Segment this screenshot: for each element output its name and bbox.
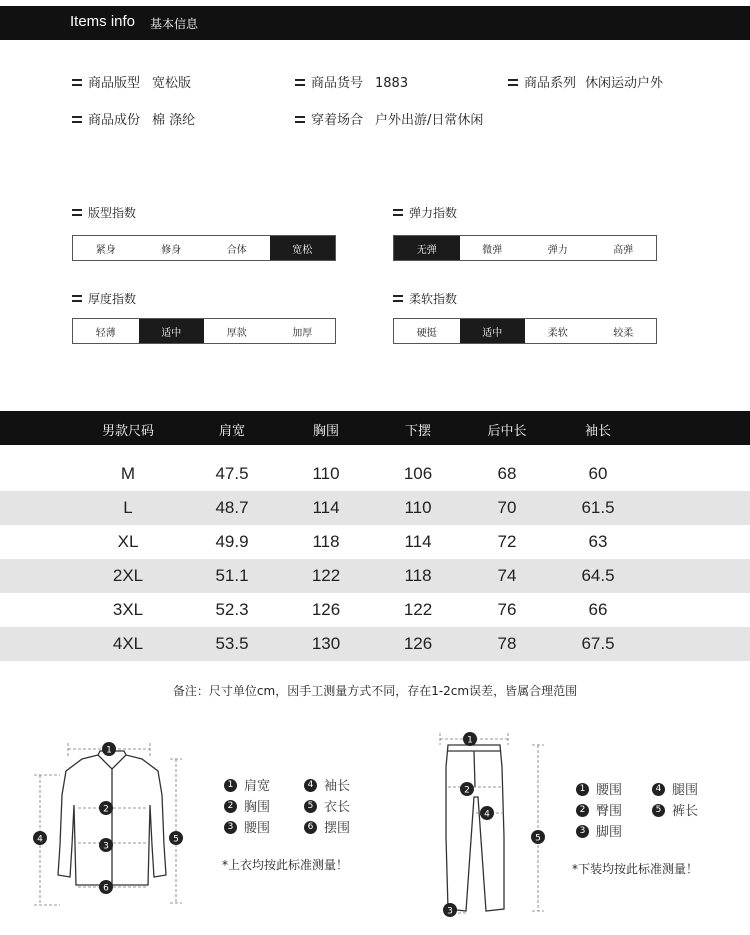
legend-label: 臀围 [596,804,623,819]
index-option: 厚款 [226,327,247,339]
index-option: 较柔 [613,327,634,339]
size-label-cell: L [123,498,133,517]
index-option: 弹力 [547,244,568,256]
size-value-cell: 51.1 [215,566,249,585]
pants-legend-item [576,800,622,819]
size-value-cell: 122 [403,600,433,619]
info-label: 商品成份 [88,113,141,128]
size-header-cell: 胸围 [312,424,340,439]
fit-index-scale [72,235,336,261]
size-label-cell: 2XL [112,566,144,585]
table-row [0,525,750,559]
legend-number-badge: 2 [224,800,237,813]
thickness-index-title [72,290,136,307]
legend-label: 肩宽 [244,779,271,794]
index-option: 柔软 [547,327,568,339]
size-header-cell: 袖长 [584,424,612,439]
thickness-index-scale [72,318,336,344]
info-item-material [72,109,195,128]
index-option: 适中 [460,319,526,343]
info-item-series [508,72,663,91]
equals-icon [508,79,518,86]
equals-icon [295,79,305,86]
size-value-cell: 47.5 [215,464,249,483]
table-row [0,491,750,525]
legend-number-badge: 1 [224,779,237,792]
size-note: 备注：尺寸单位cm，因手工测量方式不同，存在1-2cm误差，皆属合理范围 [172,684,578,698]
legend-number-badge: 3 [224,821,237,834]
info-value: 休闲运动户外 [585,76,664,91]
index-option: 合体 [226,244,247,256]
legend-number-badge: 4 [304,779,317,792]
size-value-cell: 67.5 [581,634,615,653]
equals-icon [72,116,82,123]
legend-label: 胸围 [244,800,271,815]
size-value-cell: 61.5 [581,498,615,517]
size-value-cell: 60 [588,464,608,483]
index-option: 适中 [139,319,205,343]
pants-marker-3: 3 [447,906,453,917]
size-label-cell: XL [117,532,139,551]
legend-label: 袖长 [324,779,351,794]
pants-marker-4: 4 [484,809,490,820]
legend-number-badge: 4 [652,783,665,796]
equals-icon [295,116,305,123]
shirt-marker-4: 4 [37,834,43,845]
legend-label: 腰围 [244,821,271,836]
shirt-marker-6: 6 [103,883,109,894]
size-value-cell: 114 [404,532,432,551]
info-value: 户外出游/日常休闲 [375,113,484,128]
info-value: 宽松版 [152,76,192,91]
size-label-cell: M [120,464,136,483]
size-value-cell: 52.3 [215,600,249,619]
pants-legend-item [652,779,698,798]
pants-legend-item [576,779,622,798]
info-item-occasion [295,109,483,128]
index-option: 修身 [161,244,182,256]
size-value-cell: 72 [497,532,517,551]
elastic-index-scale [393,235,657,261]
pants-measure-note: *下装均按此标准测量！ [572,862,699,876]
shirt-marker-3: 3 [103,841,109,852]
equals-icon [72,79,82,86]
legend-number-badge: 1 [576,783,589,796]
index-option: 轻薄 [95,327,116,339]
size-value-cell: 130 [311,634,341,653]
info-label: 商品货号 [311,76,364,91]
size-value-cell: 76 [497,600,517,619]
equals-icon [72,209,82,216]
legend-number-badge: 2 [576,804,589,817]
top-legend-item [224,796,270,815]
elastic-index-title [393,204,457,221]
top-legend-item [224,775,270,794]
top-legend-item [304,796,350,815]
info-value: 棉 涤纶 [152,113,196,128]
info-item-sku [295,72,408,91]
info-label: 穿着场合 [311,113,364,128]
size-value-cell: 68 [497,464,517,483]
equals-icon [393,295,403,302]
index-title-text: 弹力指数 [409,206,458,220]
size-value-cell: 110 [404,498,432,517]
legend-number-badge: 5 [304,800,317,813]
table-row [0,627,750,661]
table-row [0,457,750,491]
equals-icon [72,295,82,302]
size-label-cell: 3XL [112,600,144,619]
shirt-marker-2: 2 [103,804,109,815]
size-value-cell: 122 [311,566,341,585]
pants-marker-5: 5 [535,833,541,844]
legend-label: 腿围 [672,783,699,798]
pants-measure-diagram [430,727,555,922]
pants-legend-item [652,800,698,819]
softness-index-title [393,290,457,307]
index-option: 硬挺 [416,327,437,339]
equals-icon [393,209,403,216]
softness-index-scale [393,318,657,344]
legend-label: 摆围 [324,821,351,836]
info-header-bar [0,6,750,40]
size-table-header [0,411,750,445]
top-legend-item [304,775,350,794]
size-value-cell: 63 [588,532,608,551]
size-header-cell: 下摆 [404,424,432,439]
size-value-cell: 49.9 [215,532,249,551]
size-value-cell: 53.5 [215,634,249,653]
index-option: 微弹 [482,244,503,256]
size-header-cell: 男款尺码 [101,424,155,439]
index-title-text: 版型指数 [88,206,137,220]
size-value-cell: 126 [403,634,433,653]
fit-index-title [72,204,136,221]
size-value-cell: 114 [312,498,340,517]
index-option: 加厚 [292,327,313,339]
info-label: 商品系列 [524,76,577,91]
index-option: 宽松 [270,236,336,260]
table-row [0,593,750,627]
legend-number-badge: 3 [576,825,589,838]
size-header-cell: 后中长 [487,424,527,439]
header-title-cn: 基本信息 [150,17,199,31]
legend-number-badge: 6 [304,821,317,834]
size-value-cell: 70 [497,498,517,517]
shirt-marker-5: 5 [173,834,179,845]
info-item-fit [72,72,191,91]
size-value-cell: 118 [312,532,340,551]
pants-marker-2: 2 [464,785,470,796]
index-title-text: 柔软指数 [409,292,458,306]
shirt-marker-1: 1 [106,745,112,756]
size-label-cell: 4XL [112,634,144,653]
table-row [0,559,750,593]
size-value-cell: 118 [404,566,432,585]
size-value-cell: 106 [403,464,433,483]
legend-label: 脚围 [596,825,623,840]
legend-number-badge: 5 [652,804,665,817]
size-value-cell: 74 [497,566,517,585]
size-value-cell: 48.7 [215,498,249,517]
legend-label: 衣长 [324,800,351,815]
top-measure-note: *上衣均按此标准测量！ [222,858,349,872]
legend-label: 腰围 [596,783,623,798]
index-option: 无弹 [394,236,460,260]
size-header-cell: 肩宽 [218,424,246,439]
size-value-cell: 64.5 [581,566,615,585]
header-title-en: Items info [70,13,136,30]
index-title-text: 厚度指数 [88,292,137,306]
size-value-cell: 78 [497,634,517,653]
top-legend-item [304,817,350,836]
size-value-cell: 110 [312,464,340,483]
pants-legend-item [576,821,622,840]
size-value-cell: 66 [588,600,608,619]
index-option: 紧身 [95,244,116,256]
top-legend-item [224,817,270,836]
legend-label: 裤长 [672,804,699,819]
pants-marker-1: 1 [467,735,473,746]
info-value: 1883 [375,76,409,91]
shirt-measure-diagram [30,735,200,910]
index-option: 高弹 [613,244,634,256]
info-label: 商品版型 [88,76,141,91]
size-value-cell: 126 [311,600,341,619]
